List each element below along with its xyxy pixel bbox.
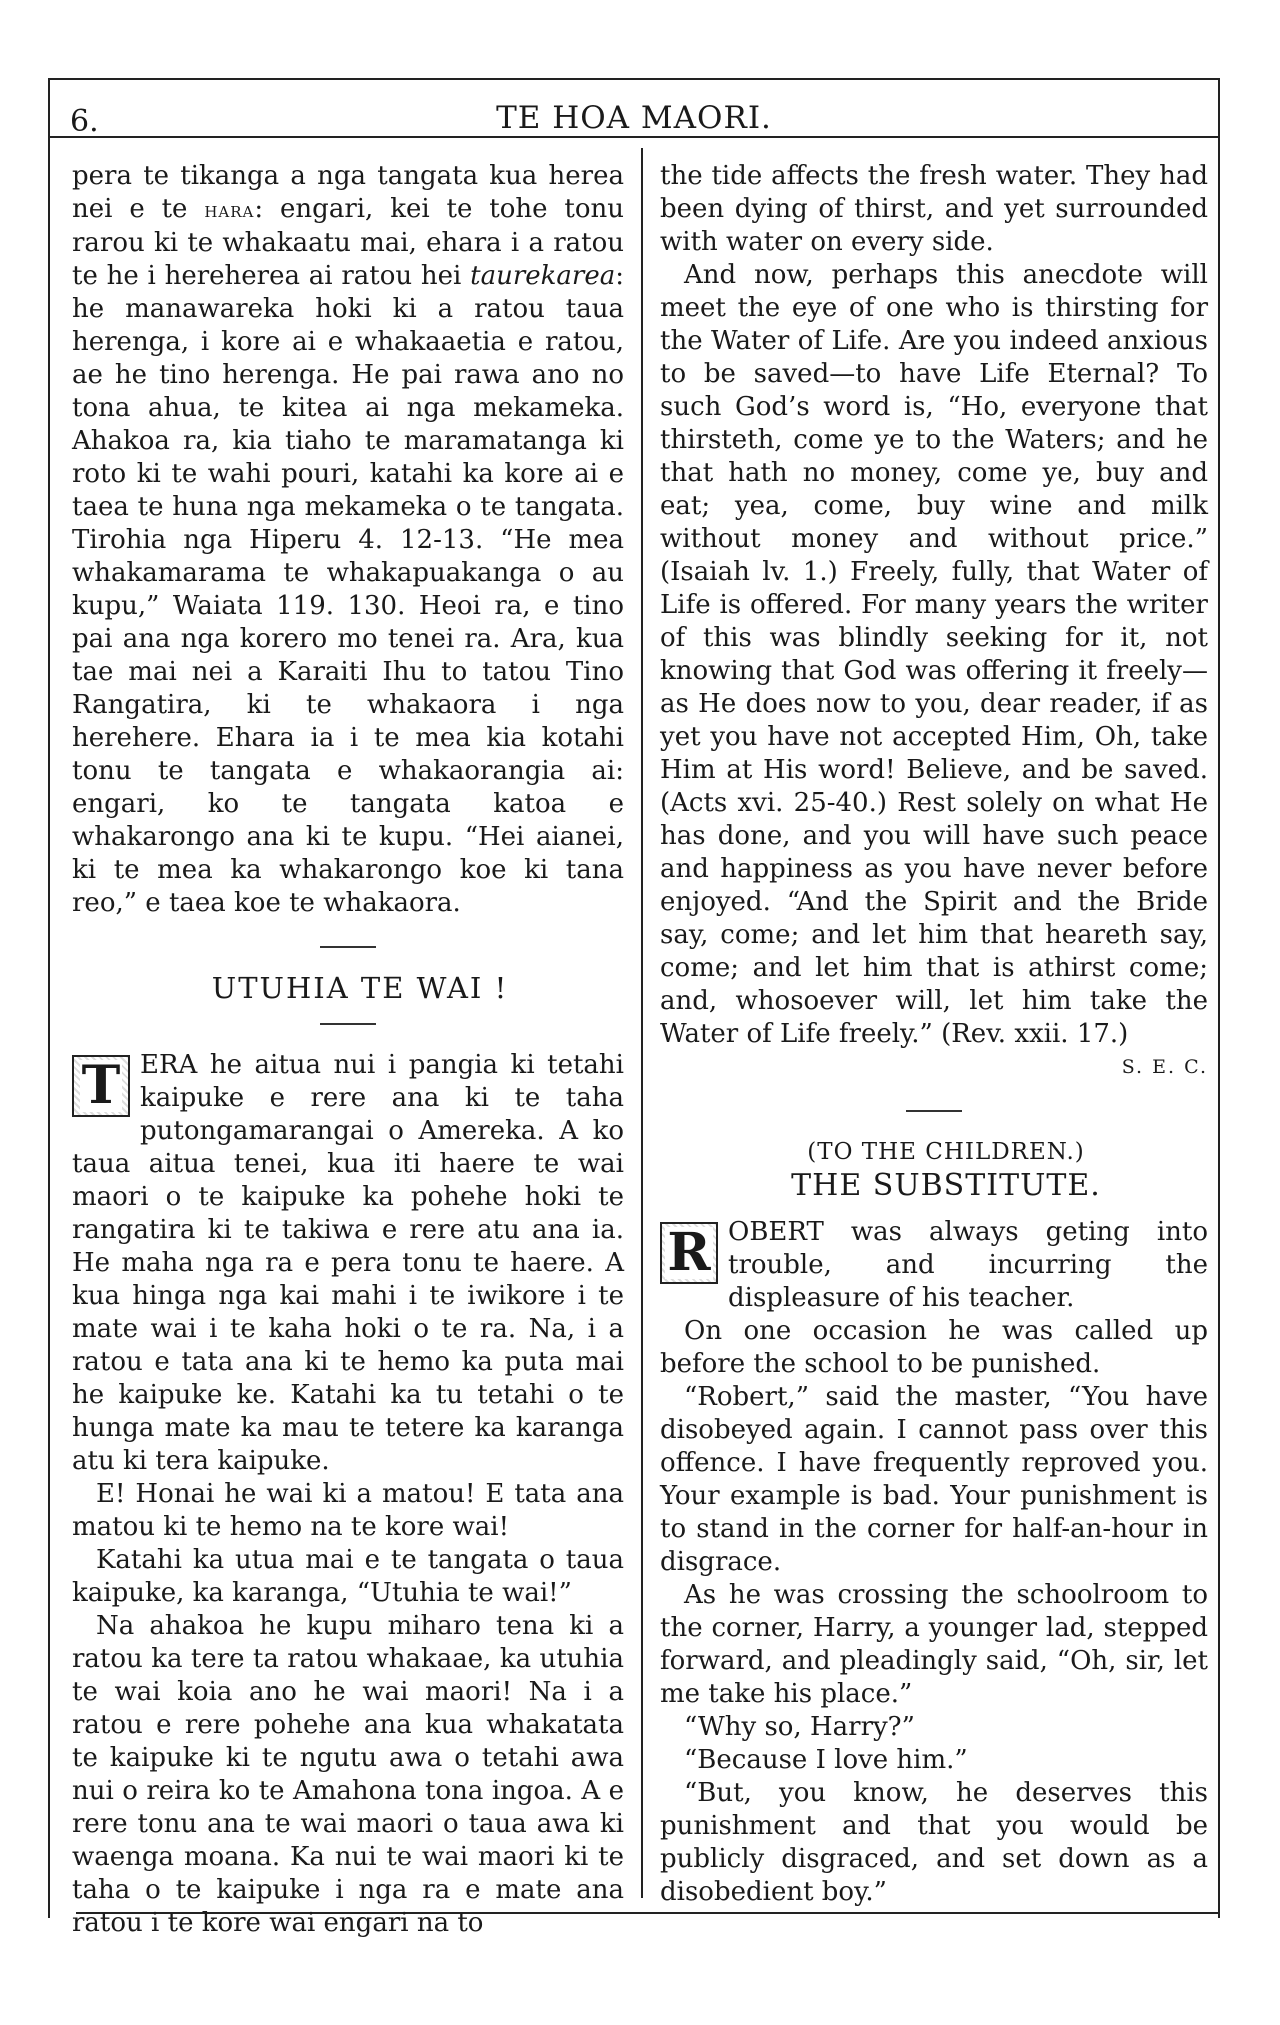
left-intro-text-b: : engari, kei te tohe tonu rarou ki te whakaatu mai, ehara i a ratou te he i hereherea ai ratou hei <box>72 194 624 291</box>
right-separator <box>906 1110 962 1112</box>
signature: S. E. C. <box>1121 1056 1208 1078</box>
right-article-paragraph-2: On one occasion he was called up before the school to be punished. <box>660 1316 1208 1379</box>
running-title: TE HOA MAORI. <box>496 100 772 136</box>
right-article-paragraph-4: As he was crossing the schoolroom to the corner, Harry, a younger lad, stepped forward, and pleadingly said, “Oh, sir, let me take his place.” <box>660 1580 1208 1709</box>
page-number: 6. <box>70 104 99 139</box>
left-column <box>72 160 624 1940</box>
right-article-paragraph-5: “Why so, Harry?” <box>684 1712 915 1742</box>
left-frame-rule <box>48 78 50 1918</box>
right-article-heading: THE SUBSTITUTE. <box>791 1168 1101 1203</box>
right-article-paragraph-6: “Because I love him.” <box>684 1745 968 1775</box>
right-article-paragraph-7: “But, you know, he deserves this punishment and that you would be publicly disgraced, and set down as a disobedient boy.” <box>660 1778 1208 1907</box>
left-intro-paragraph <box>72 160 624 920</box>
left-dropcap: T <box>72 1055 130 1117</box>
left-separator-1 <box>320 946 376 948</box>
top-rule <box>48 78 1220 80</box>
right-continued-paragraph: the tide affects the fresh water. They had been dying of thirst, and yet surrounded with water on every side. <box>660 161 1208 257</box>
left-intro-hara: hara <box>204 198 255 223</box>
running-header <box>48 90 1220 140</box>
left-article-paragraph-4: Na ahakoa he kupu miharo tena ki a ratou ka tere ta ratou whakaae, ka utuhia te wai koia ano he wai maori! Na i a ratou e rere pohehe ana kua whakatata te kaipuke ki te ngutu awa o tetahi awa nui o reira ko te Amahona tona ingoa. A e rere tonu ana te wai maori o taua awa ki waenga moana. Ka nui te wai maori ki te taha o te kaipuke i nga ra e mate ana ratou i te kore wai engari na to <box>72 1611 624 1938</box>
left-intro-text-c: : he manawareka hoki ki a ratou taua herenga, i kore ai e whakaaetia e ratou, ae he tino herenga. He pai rawa ano no tona ahua, te kitea ai nga mekameka. Ahakoa ra, kia tiaho te maramatanga ki roto ki te wahi pouri, katahi ka kore ai e taea te huna nga mekameka o te tangata. Tirohia nga Hiperu 4. 12-13. “He mea whakamarama te whakapuakanga o au kupu,” Waiata 119. 130. Heoi ra, e tino pai ana nga korero mo tenei ra. Ara, kua tae mai nei a Karaiti Ihu to tatou Tino Rangatira, ki te whakaora i nga herehere. Ehara ia i te mea kia kotahi tonu te tangata e whakaorangia ai: engari, ko te tangata katoa e whakarongo ana ki te kupu. “Hei aianei, ki te mea ka whakarongo koe ki tana reo,” e taea koe te whakaora. <box>72 261 624 918</box>
right-dropcap: R <box>660 1222 718 1284</box>
left-article-heading: UTUHIA TE WAI ! <box>211 971 509 1005</box>
right-paragraph-1-text: OBERT was always geting into trouble, and incurring the displeasure of his teacher. <box>728 1217 1208 1313</box>
right-article-paragraph-3: “Robert,” said the master, “You have disobeyed again. I cannot pass over this offence. I have frequently reproved you. Your example is bad. Your punishment is to stand in the corner for half-an-hour in disgrace. <box>660 1382 1208 1577</box>
right-column <box>660 160 1208 1909</box>
right-article-paragraph-1 <box>660 1216 1208 1315</box>
left-article-paragraph-3: Katahi ka utua mai e te tangata o taua kaipuke, ka karanga, “Utuhia te wai!” <box>72 1545 624 1608</box>
left-paragraph-1-text: ERA he aitua nui i pangia ki tetahi kaipuke e rere ana ki te taha putongamarangai o Amereka. A ko taua aitua tenei, kua iti haere te wai maori o te kaipuke ka pohehe hoki te rangatira ki te takiwa e rere atu ana ia. He maha nga ra e pera tonu te haere. A kua hinga nga kai mahi i te iwikore i te mate wai i te kaha hoki o te ra. Na, i a ratou e tata ana ki te hemo ka puta mai he kaipuke ke. Katahi ka tu tetahi o te hunga mate ka mau te tetere ka karanga atu ki tera kaipuke. <box>72 1050 624 1476</box>
left-intro-taurekarea: taurekarea <box>470 261 616 291</box>
left-article-paragraph-1 <box>72 1049 624 1478</box>
right-subheading: (TO THE CHILDREN.) <box>807 1139 1085 1165</box>
column-divider <box>641 148 643 1898</box>
right-frame-rule <box>1218 78 1220 1918</box>
left-intro-text-a: pera te tikanga a nga tangata kua herea nei e te <box>72 161 624 224</box>
left-separator-2 <box>320 1023 376 1025</box>
right-anecdote-paragraph: And now, perhaps this anecdote will meet the eye of one who is thirsting for the Water of Life. Are you indeed anxious to be saved—to have Life Eternal? To such God’s word is, “Ho, everyone that thirsteth, come ye to the Waters; and he that hath no money, come ye, buy and eat; yea, come, buy wine and milk without money and without price.” (Isaiah lv. 1.) Freely, fully, that Water of Life is offered. For many years the writer of this was blindly seeking for it, not knowing that God was offering it freely—as He does now to you, dear reader, if as yet you have not accepted Him, Oh, take Him at His word! Believe, and be saved. (Acts xvi. 25-40.) Rest solely on what He has done, and you will have such peace and happiness as you have never before enjoyed. “And the Spirit and the Bride say, come; and let him that heareth say, come; and let him that is athirst come; and, whosoever will, let him take the Water of Life freely.” (Rev. xxii. 17.) <box>660 260 1208 1049</box>
left-article-paragraph-2: E! Honai he wai ki a matou! E tata ana matou ki te hemo na te kore wai! <box>72 1479 624 1542</box>
